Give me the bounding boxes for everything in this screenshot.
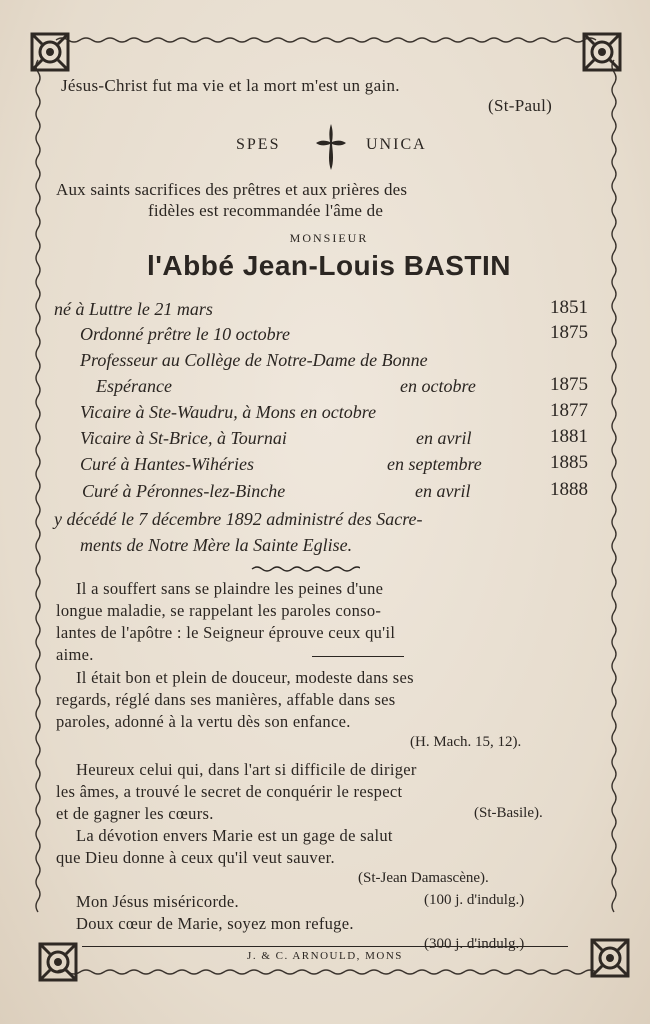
para4-line: La dévotion envers Marie est un gage de salut bbox=[76, 826, 393, 845]
para4-line: que Dieu donne à ceux qu'il veut sauver. bbox=[56, 848, 335, 867]
wavy-divider-icon bbox=[250, 564, 360, 574]
prayer-text: Doux cœur de Marie, soyez mon refuge. bbox=[76, 914, 354, 933]
para2-reference: (H. Mach. 15, 12). bbox=[410, 734, 522, 750]
bio-year: 1881 bbox=[550, 426, 588, 447]
bio-text: Professeur au Collège de Notre-Dame de Bonne bbox=[80, 350, 428, 370]
para3-line: Heureux celui qui, dans l'art si difficile de diriger bbox=[76, 760, 417, 779]
bio-text: Vicaire à St-Brice, à Tournai bbox=[80, 428, 287, 448]
death-line-1: y décédé le 7 décembre 1892 administré des Sacre- bbox=[54, 509, 423, 529]
intro-title: MONSIEUR bbox=[289, 231, 369, 245]
para3-line: et de gagner les cœurs. bbox=[56, 804, 214, 823]
para4-reference: (St-Jean Damascène). bbox=[358, 870, 489, 886]
motto-unica: UNICA bbox=[366, 136, 427, 153]
bio-text: Vicaire à Ste-Waudru, à Mons en octobre bbox=[80, 402, 377, 422]
para1-line: lantes de l'apôtre : le Seigneur éprouve ceux qu'il bbox=[56, 623, 396, 642]
bio-extra: en avril bbox=[415, 481, 471, 501]
prayer-indulgence: (300 j. d'indulg.) bbox=[424, 936, 525, 952]
epigraph-quote: Jésus-Christ fut ma vie et la mort m'est un gain. bbox=[61, 76, 400, 95]
intro-line-1: Aux saints sacrifices des prêtres et aux prières des bbox=[56, 180, 408, 199]
para2-line: Il était bon et plein de douceur, modeste dans ses bbox=[76, 668, 414, 687]
deceased-name: l'Abbé Jean-Louis BASTIN bbox=[146, 250, 512, 281]
bio-text: Ordonné prêtre le 10 octobre bbox=[80, 324, 290, 344]
para1-line: aime. bbox=[56, 645, 94, 664]
footer-rule bbox=[82, 946, 568, 947]
bio-text: né à Luttre le 21 mars bbox=[54, 299, 213, 319]
divider bbox=[312, 656, 404, 657]
para3-reference: (St-Basile). bbox=[474, 805, 543, 821]
bio-year: 1875 bbox=[550, 374, 588, 395]
bio-year: 1875 bbox=[550, 322, 588, 343]
para2-line: regards, réglé dans ses manières, affable dans ses bbox=[56, 690, 396, 709]
bio-text: Espérance bbox=[96, 376, 172, 396]
para3-line: les âmes, a trouvé le secret de conquérir le respect bbox=[56, 782, 403, 801]
bio-extra: en avril bbox=[416, 428, 472, 448]
prayer-text: Mon Jésus miséricorde. bbox=[76, 892, 239, 911]
epigraph-source: (St-Paul) bbox=[488, 96, 553, 115]
bio-text: Curé à Hantes-Wihéries bbox=[80, 454, 254, 474]
bio-extra: en septembre bbox=[387, 454, 482, 474]
bio-extra: en octobre bbox=[400, 376, 476, 396]
printer-imprint: J. & C. ARNOULD, MONS bbox=[247, 950, 403, 962]
bio-year: 1851 bbox=[550, 297, 588, 318]
corner-ornament-icon bbox=[30, 32, 70, 72]
bio-year: 1885 bbox=[550, 452, 588, 473]
bio-year: 1888 bbox=[550, 479, 588, 500]
para1-line: Il a souffert sans se plaindre les peines d'une bbox=[76, 579, 384, 598]
intro-line-2: fidèles est recommandée l'âme de bbox=[148, 201, 384, 220]
corner-ornament-icon bbox=[582, 32, 622, 72]
bio-text: Curé à Péronnes-lez-Binche bbox=[82, 481, 286, 501]
prayer-indulgence: (100 j. d'indulg.) bbox=[424, 892, 525, 908]
para1-line: longue maladie, se rappelant les paroles conso- bbox=[56, 601, 382, 620]
cross-icon bbox=[314, 122, 348, 172]
corner-ornament-icon bbox=[38, 942, 78, 982]
death-line-2: ments de Notre Mère la Sainte Eglise. bbox=[80, 535, 353, 555]
motto-spes: SPES bbox=[236, 136, 281, 153]
bio-year: 1877 bbox=[550, 400, 588, 421]
para2-line: paroles, adonné à la vertu dès son enfance. bbox=[56, 712, 351, 731]
